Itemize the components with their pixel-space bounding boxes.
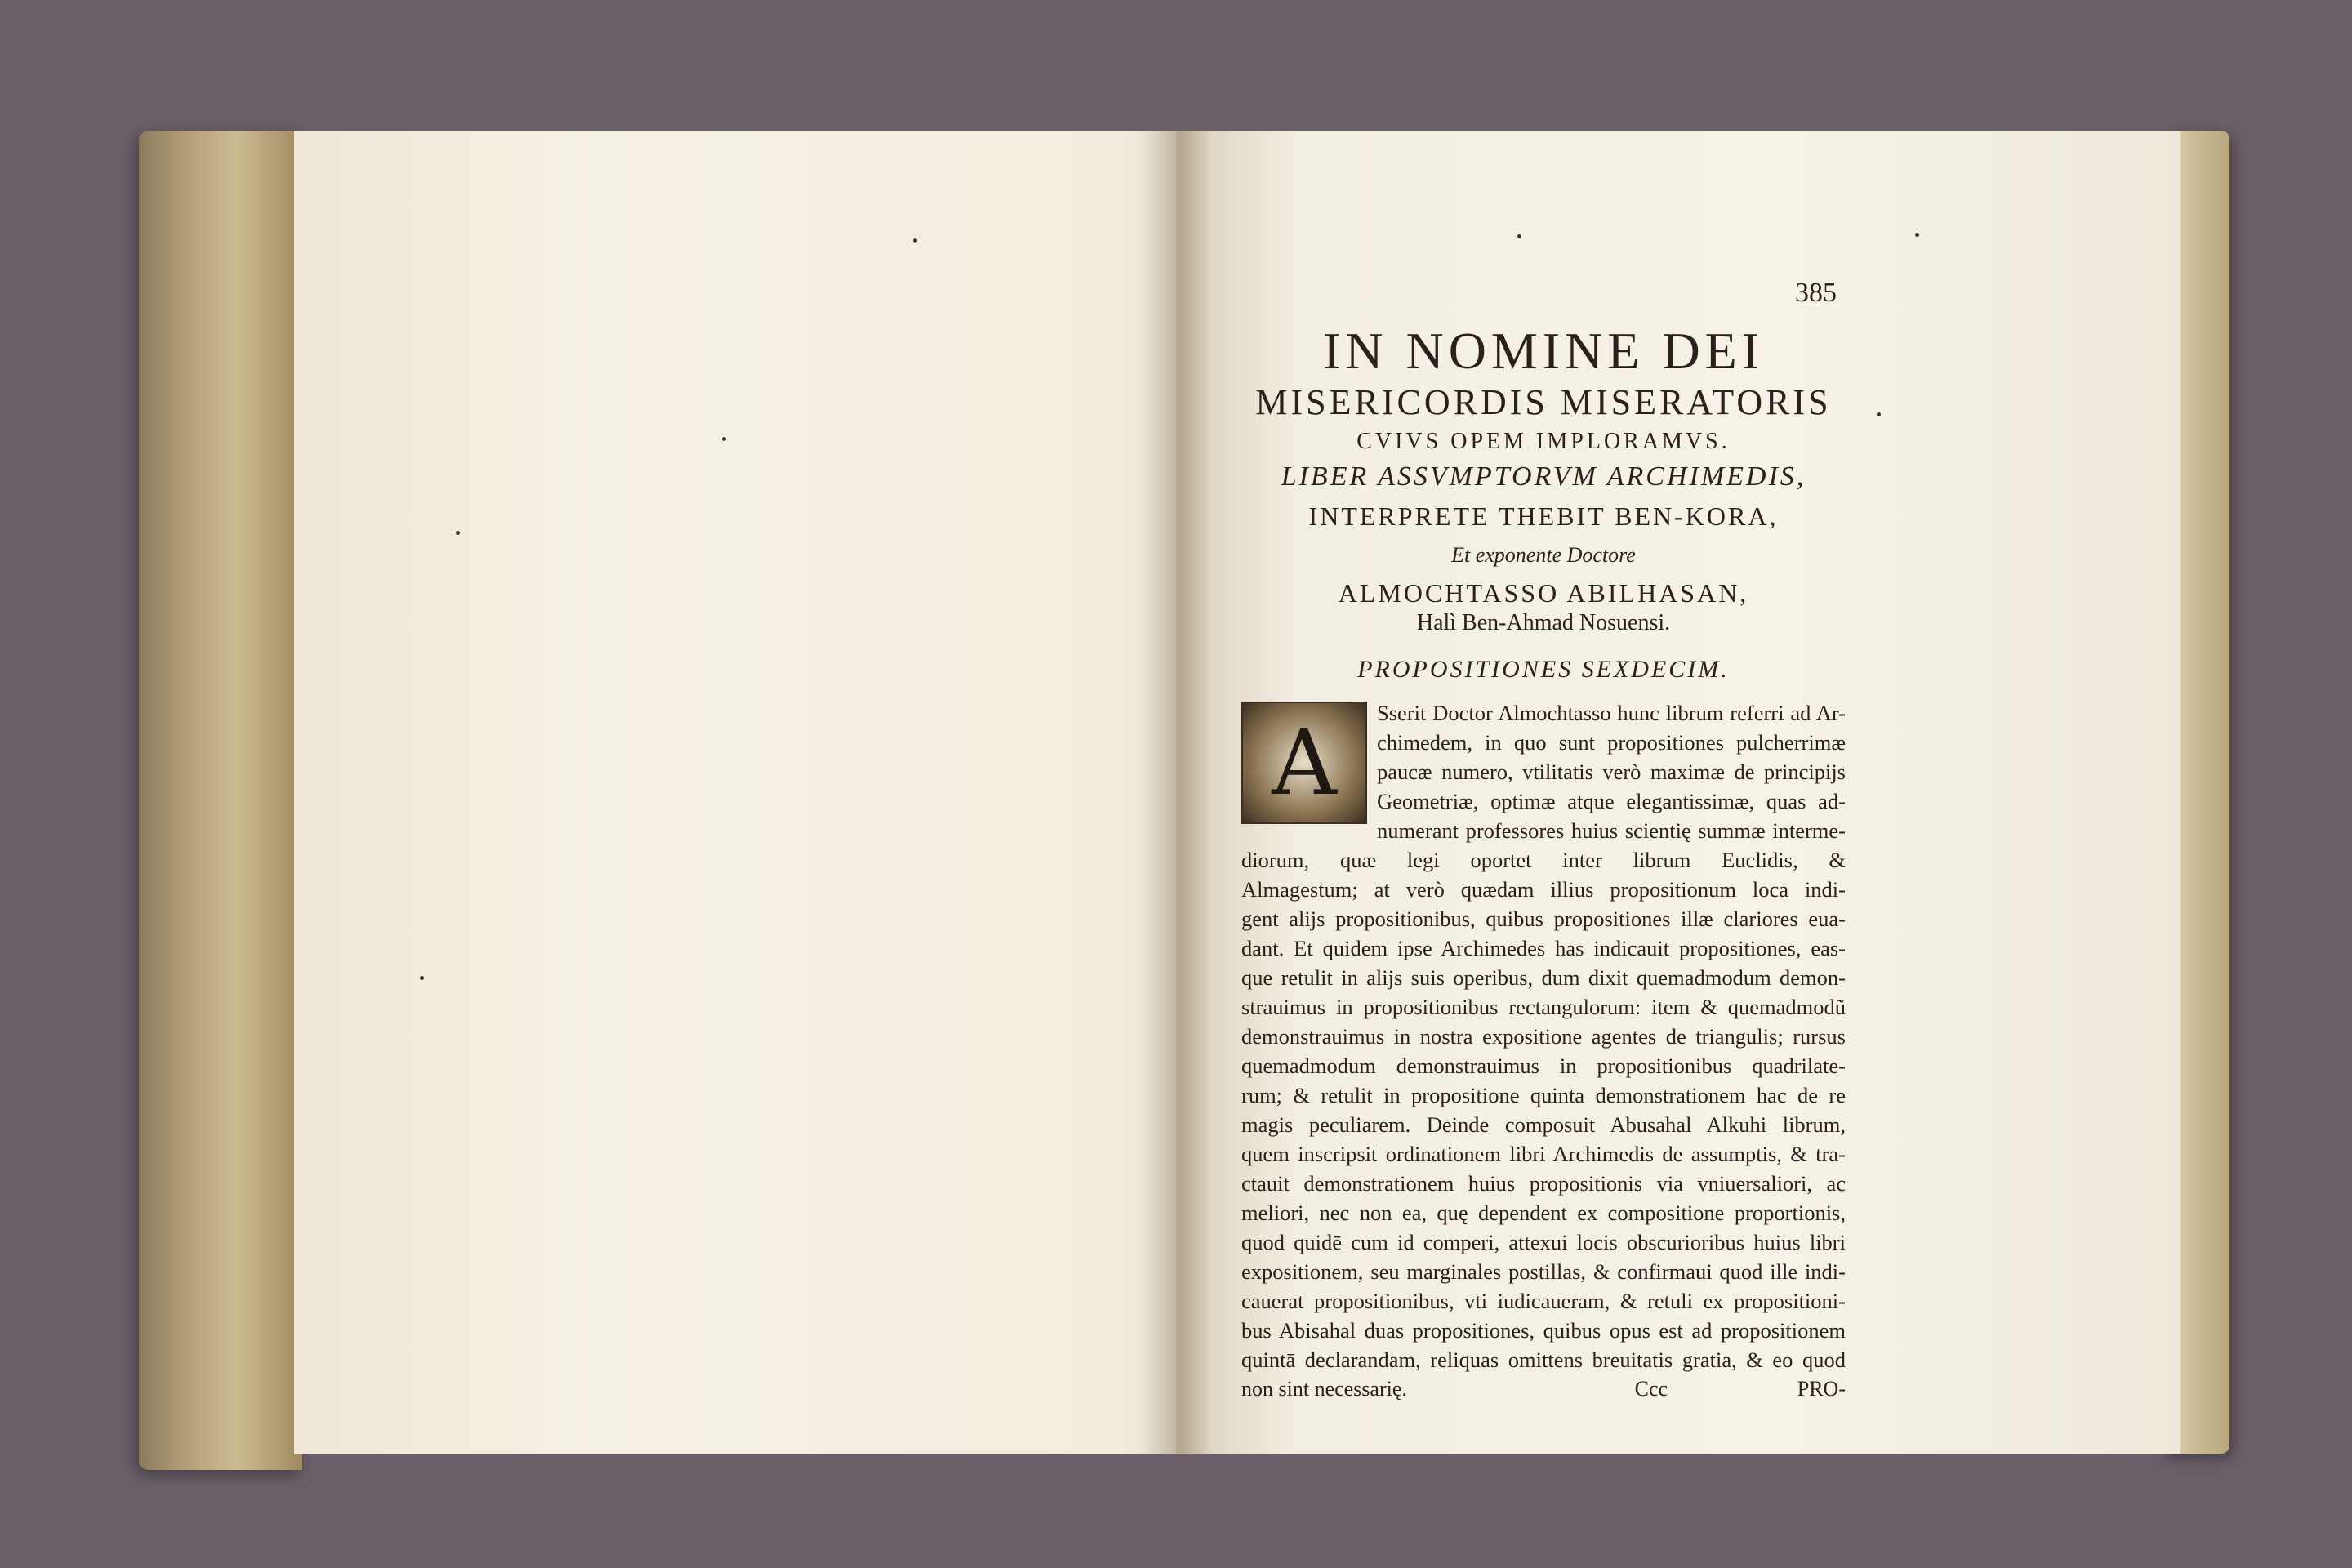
text-line: dant. Et quidem ipse Archimedes has indicauit propositiones, eas- (1241, 936, 1846, 960)
left-page-edges (139, 131, 302, 1470)
page-spot (1517, 234, 1521, 238)
text-line: quintā declarandam, reliquas omittens breuitatis gratia, & eo quod (1241, 1348, 1846, 1372)
text-line: numerant professores huius scientię summæ interme- (1377, 818, 1846, 843)
text-line: que retulit in alijs suis operibus, dum dixit quemadmodum demon- (1241, 965, 1846, 990)
subtitle-line-5: Et exponente Doctore (1451, 543, 1636, 567)
page-text (1241, 278, 1846, 1404)
text-line: cauerat propositionibus, vti iudicaueram, & retuli ex propositioni- (1241, 1289, 1846, 1313)
page-spot (913, 238, 917, 243)
text-line: strauimus in propositionibus rectangulorum: item & quemadmodũ (1241, 995, 1846, 1019)
page-spot (456, 531, 460, 535)
show-through-text (564, 278, 1200, 1217)
subtitle-line-2: CVIVS OPEM IMPLORAMVS. (1356, 429, 1731, 454)
decorated-initial (1241, 702, 1367, 824)
section-heading: PROPOSITIONES SEXDECIM. (1357, 656, 1730, 683)
page-number: 385 (1795, 278, 1837, 308)
page-spot (420, 976, 424, 980)
page-title: IN NOMINE DEI (1322, 322, 1765, 380)
initial-letter: A (1272, 710, 1337, 815)
open-book (139, 114, 2230, 1470)
text-line: quemadmodum demonstrauimus in propositionibus quadrilate- (1241, 1054, 1846, 1078)
text-line: Geometriæ, optimæ atque elegantissimæ, quas ad- (1377, 789, 1846, 813)
subtitle-line-1: MISERICORDIS MISERATORIS (1255, 382, 1832, 422)
text-line: paucæ numero, vtilitatis verò maximæ de principijs (1377, 760, 1846, 784)
text-line: Sserit Doctor Almochtasso hunc librum referri ad Ar- (1377, 701, 1846, 725)
text-line: rum; & retulit in propositione quinta demonstrationem hac de re (1241, 1083, 1846, 1107)
page-footer (1241, 1374, 1846, 1404)
text-line: quem inscripsit ordinationem libri Archimedis de assumptis, & tra- (1241, 1142, 1846, 1166)
last-line: non sint necessarię. (1241, 1377, 1407, 1401)
text-line: magis peculiarem. Deinde composuit Abusahal Alkuhi librum, (1241, 1112, 1846, 1137)
subtitle-line-4: INTERPRETE THEBIT BEN-KORA, (1308, 501, 1779, 531)
text-line: quod quidē cum id comperi, attexui locis obscurioribus huius libri (1241, 1230, 1846, 1254)
body-text (1241, 698, 1846, 1404)
page-spot (1877, 412, 1881, 416)
signature-mark: Ccc (1634, 1377, 1668, 1401)
subtitle-line-7: Halì Ben-Ahmad Nosuensi. (1416, 610, 1671, 635)
subtitle-line-6: ALMOCHTASSO ABILHASAN, (1338, 578, 1749, 608)
text-line: diorum, quæ legi oportet inter librum Euclidis, & (1241, 848, 1846, 872)
page-spot (1915, 233, 1919, 237)
page-spot (722, 437, 726, 441)
text-line: Almagestum; at verò quædam illius propositionum loca indi- (1241, 877, 1846, 902)
text-line: meliori, nec non ea, quę dependent ex compositione proportionis, (1241, 1200, 1846, 1225)
text-line: ctauit demonstrationem huius propositionis via vniuersaliori, ac (1241, 1171, 1846, 1196)
text-line: gent alijs propositionibus, quibus propositiones illæ clariores eua- (1241, 906, 1846, 931)
text-line: bus Abisahal duas propositiones, quibus opus est ad propositionem (1241, 1318, 1846, 1343)
text-line: demonstrauimus in nostra expositione agentes de triangulis; rursus (1241, 1024, 1846, 1049)
catchword: PRO- (1797, 1377, 1846, 1401)
text-line: expositionem, seu marginales postillas, & confirmaui quod ille indi- (1241, 1259, 1846, 1284)
text-line: chimedem, in quo sunt propositiones pulcherrimæ (1377, 730, 1846, 755)
subtitle-line-3: LIBER ASSVMPTORVM ARCHIMEDIS, (1281, 461, 1806, 492)
